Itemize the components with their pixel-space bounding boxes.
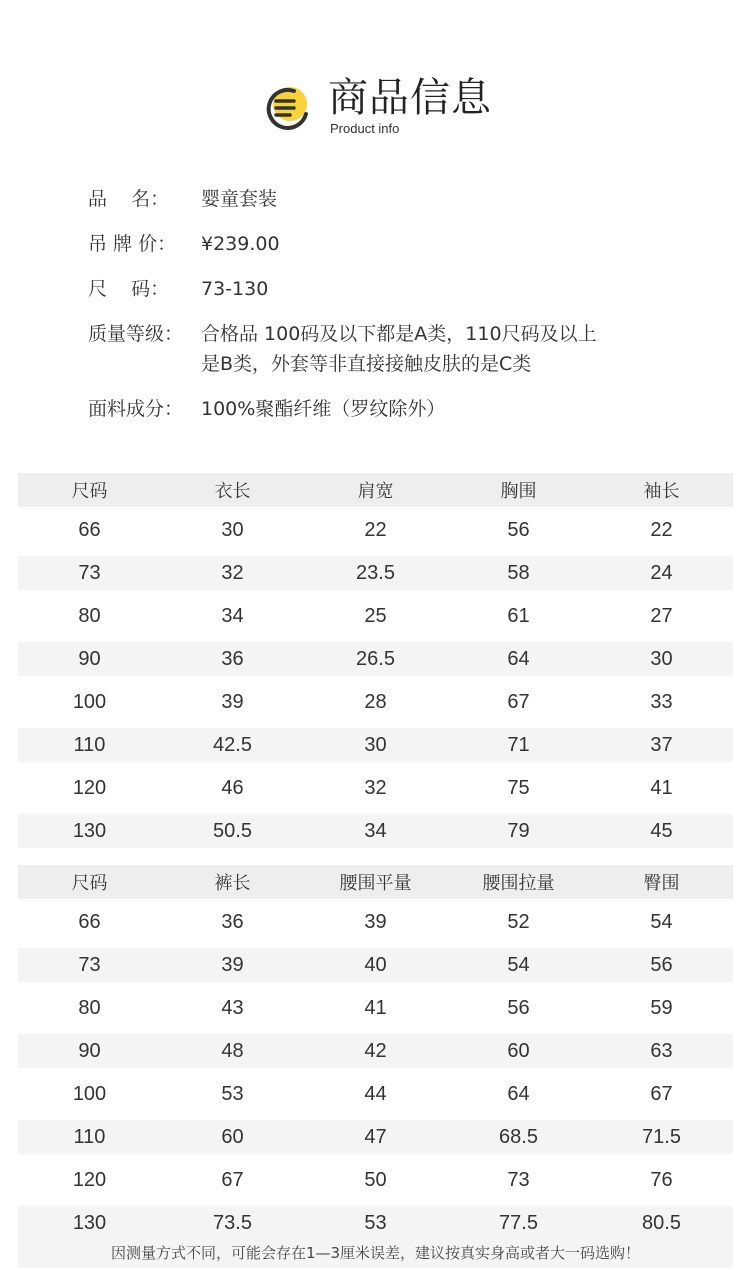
table-cell: 80: [78, 604, 101, 627]
table-cell: 54: [507, 953, 530, 976]
table-cell: 41: [650, 776, 673, 799]
info-label: 面料成分：: [88, 398, 184, 420]
table-row: [18, 599, 733, 633]
table-cell: 60: [507, 1039, 530, 1062]
info-value: 婴童套装: [201, 188, 278, 210]
table-cell: 75: [507, 776, 530, 799]
table-cell: 130: [72, 819, 107, 842]
table-cell: 42: [364, 1039, 387, 1062]
table-cell: 90: [78, 647, 101, 670]
table-cell: 79: [507, 819, 530, 842]
table-cell: 68.5: [499, 1125, 538, 1148]
table-cell: 39: [364, 910, 387, 933]
size-table-top: [18, 473, 733, 848]
info-label: 尺 码：: [88, 278, 170, 300]
measurement-note: 因测量方式不同，可能会存在1—3厘米误差，建议按真实身高或者大一码选购！: [18, 1238, 733, 1268]
info-value: ¥239.00: [201, 233, 280, 255]
table-cell: 73.5: [213, 1211, 252, 1234]
table-cell: 43: [221, 996, 244, 1019]
table-cell: 120: [72, 1168, 107, 1191]
table-cell: 76: [650, 1168, 673, 1191]
table-cell: 34: [364, 819, 387, 842]
table-row: [18, 1120, 733, 1154]
table-cell: 67: [221, 1168, 244, 1191]
table-cell: 52: [507, 910, 530, 933]
table-row: [18, 728, 733, 762]
table-cell: 24: [650, 561, 673, 584]
column-header: 肩宽: [357, 481, 394, 502]
table-cell: 53: [221, 1082, 244, 1105]
table-row: [18, 1206, 733, 1240]
table-row: [18, 642, 733, 676]
table-cell: 41: [364, 996, 387, 1019]
section-header: [264, 72, 524, 142]
table-cell: 42.5: [213, 733, 252, 756]
table-row: [18, 905, 733, 939]
table-cell: 39: [221, 953, 244, 976]
info-value: 合格品 100码及以下都是A类，110尺码及以上: [201, 323, 597, 345]
table-cell: 47: [364, 1125, 387, 1148]
table-cell: 50.5: [213, 819, 252, 842]
table-cell: 77.5: [499, 1211, 538, 1234]
table-cell: 50: [364, 1168, 387, 1191]
table-row: [18, 1077, 733, 1111]
table-cell: 45: [650, 819, 673, 842]
info-value-continued: 是B类，外套等非直接接触皮肤的是C类: [201, 353, 532, 375]
document-lines-icon: [264, 84, 312, 132]
table-cell: 120: [72, 776, 107, 799]
page-title: 商品信息: [328, 75, 492, 121]
table-cell: 90: [78, 1039, 101, 1062]
table-cell: 73: [507, 1168, 530, 1191]
table-cell: 30: [364, 733, 387, 756]
table-cell: 23.5: [356, 561, 395, 584]
table-cell: 100: [72, 690, 107, 713]
table-cell: 54: [650, 910, 673, 933]
info-value: 73-130: [201, 278, 269, 300]
column-header: 腰围平量: [339, 873, 412, 894]
table-cell: 60: [221, 1125, 244, 1148]
table-cell: 67: [650, 1082, 673, 1105]
table-row: [18, 513, 733, 547]
table-row: [18, 814, 733, 848]
table-row: [18, 556, 733, 590]
info-label: 吊 牌 价：: [88, 233, 177, 255]
table-cell: 58: [507, 561, 530, 584]
info-row-grade: [88, 319, 597, 379]
table-cell: 64: [507, 1082, 530, 1105]
column-header: 衣长: [214, 481, 251, 502]
table-cell: 67: [507, 690, 530, 713]
table-row: [18, 1034, 733, 1068]
table-cell: 110: [73, 733, 106, 756]
table-cell: 56: [507, 996, 530, 1019]
info-row-fabric: [88, 394, 445, 424]
table-cell: 30: [650, 647, 673, 670]
table-cell: 40: [364, 953, 387, 976]
info-row-size: [88, 274, 268, 304]
table-row: [18, 1163, 733, 1197]
table-header-row: [18, 865, 733, 899]
table-cell: 44: [364, 1082, 387, 1105]
table-cell: 36: [221, 647, 244, 670]
table-cell: 100: [72, 1082, 107, 1105]
info-label: 质量等级：: [88, 323, 184, 345]
table-cell: 71.5: [642, 1125, 681, 1148]
info-row-price: [88, 229, 280, 259]
table-cell: 61: [507, 604, 530, 627]
table-cell: 33: [650, 690, 673, 713]
table-cell: 66: [78, 518, 101, 541]
info-row-name: [88, 184, 277, 214]
table-cell: 25: [364, 604, 387, 627]
table-cell: 34: [221, 604, 244, 627]
table-row: [18, 991, 733, 1025]
table-cell: 36: [221, 910, 244, 933]
info-value: 100%聚酯纤维（罗纹除外）: [201, 398, 446, 420]
table-cell: 39: [221, 690, 244, 713]
table-cell: 32: [364, 776, 387, 799]
table-cell: 32: [221, 561, 244, 584]
table-cell: 30: [221, 518, 244, 541]
column-header: 裤长: [214, 873, 251, 894]
table-cell: 110: [73, 1125, 106, 1148]
table-cell: 22: [650, 518, 673, 541]
table-header-row: [18, 473, 733, 507]
table-cell: 48: [221, 1039, 244, 1062]
table-cell: 22: [364, 518, 387, 541]
table-cell: 66: [78, 910, 101, 933]
column-header: 袖长: [643, 481, 680, 502]
table-cell: 130: [72, 1211, 107, 1234]
column-header: 胸围: [500, 481, 537, 502]
table-cell: 26.5: [356, 647, 395, 670]
table-row: [18, 948, 733, 982]
table-cell: 37: [650, 733, 673, 756]
table-cell: 56: [507, 518, 530, 541]
page-subtitle: Product info: [330, 121, 400, 136]
size-table-bottom: [18, 865, 733, 1240]
column-header: 臀围: [643, 873, 680, 894]
column-header: 尺码: [71, 873, 108, 894]
column-header: 腰围拉量: [482, 873, 555, 894]
table-cell: 28: [364, 690, 387, 713]
table-cell: 59: [650, 996, 673, 1019]
table-row: [18, 771, 733, 805]
info-label: 品 名：: [88, 188, 170, 210]
table-cell: 63: [650, 1039, 673, 1062]
table-cell: 80.5: [642, 1211, 681, 1234]
table-row: [18, 685, 733, 719]
table-cell: 71: [507, 733, 530, 756]
table-cell: 46: [221, 776, 244, 799]
table-cell: 73: [78, 561, 101, 584]
table-cell: 73: [78, 953, 101, 976]
column-header: 尺码: [71, 481, 108, 502]
table-cell: 64: [507, 647, 530, 670]
table-cell: 56: [650, 953, 673, 976]
table-cell: 80: [78, 996, 101, 1019]
table-cell: 27: [650, 604, 673, 627]
table-cell: 53: [364, 1211, 387, 1234]
